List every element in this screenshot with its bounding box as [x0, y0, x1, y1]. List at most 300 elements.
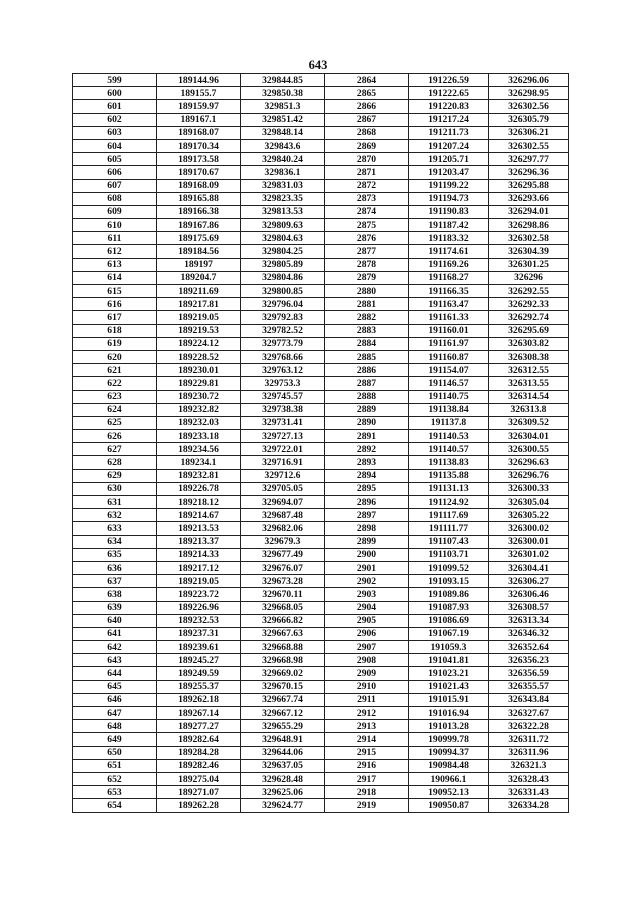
y-coordinate-right: 326304.39 — [489, 245, 569, 258]
x-coordinate-right: 191138.84 — [409, 403, 489, 416]
point-id-right: 2919 — [325, 799, 409, 812]
y-coordinate-right: 326296 — [489, 271, 569, 284]
table-row — [73, 522, 569, 535]
y-coordinate-right: 326313.8 — [489, 403, 569, 416]
x-coordinate-left: 189217.81 — [157, 298, 241, 311]
table-row — [73, 469, 569, 482]
point-id-right: 2900 — [325, 548, 409, 561]
x-coordinate-left: 189213.53 — [157, 522, 241, 535]
point-id-left: 601 — [73, 100, 157, 113]
y-coordinate-left: 329667.74 — [241, 693, 325, 706]
x-coordinate-left: 189197 — [157, 258, 241, 271]
table-row — [73, 496, 569, 509]
x-coordinate-right: 190950.87 — [409, 799, 489, 812]
y-coordinate-left: 329625.06 — [241, 786, 325, 799]
table-row — [73, 772, 569, 785]
table-row — [73, 232, 569, 245]
point-id-right: 2893 — [325, 456, 409, 469]
x-coordinate-left: 189232.82 — [157, 403, 241, 416]
y-coordinate-left: 329800.85 — [241, 285, 325, 298]
x-coordinate-left: 189226.96 — [157, 601, 241, 614]
x-coordinate-left: 189233.18 — [157, 430, 241, 443]
point-id-left: 636 — [73, 561, 157, 574]
x-coordinate-right: 191093.15 — [409, 575, 489, 588]
table-row — [73, 219, 569, 232]
y-coordinate-right: 326305.22 — [489, 509, 569, 522]
x-coordinate-right: 191016.94 — [409, 707, 489, 720]
x-coordinate-right: 191199.22 — [409, 179, 489, 192]
point-id-right: 2907 — [325, 641, 409, 654]
point-id-left: 650 — [73, 746, 157, 759]
point-id-left: 653 — [73, 786, 157, 799]
y-coordinate-left: 329850.38 — [241, 87, 325, 100]
x-coordinate-left: 189167.86 — [157, 219, 241, 232]
point-id-right: 2873 — [325, 192, 409, 205]
table-row — [73, 654, 569, 667]
x-coordinate-left: 189267.14 — [157, 707, 241, 720]
y-coordinate-left: 329667.63 — [241, 627, 325, 640]
table-row — [73, 693, 569, 706]
x-coordinate-left: 189211.69 — [157, 285, 241, 298]
y-coordinate-left: 329804.25 — [241, 245, 325, 258]
point-id-left: 605 — [73, 153, 157, 166]
x-coordinate-right: 190952.13 — [409, 786, 489, 799]
x-coordinate-right: 191015.91 — [409, 693, 489, 706]
x-coordinate-right: 191207.24 — [409, 139, 489, 152]
y-coordinate-right: 326305.79 — [489, 113, 569, 126]
point-id-left: 624 — [73, 403, 157, 416]
y-coordinate-right: 326313.55 — [489, 377, 569, 390]
x-coordinate-left: 189224.12 — [157, 337, 241, 350]
y-coordinate-right: 326295.88 — [489, 179, 569, 192]
table-row — [73, 614, 569, 627]
x-coordinate-right: 191168.27 — [409, 271, 489, 284]
point-id-right: 2885 — [325, 350, 409, 363]
point-id-right: 2875 — [325, 219, 409, 232]
point-id-left: 639 — [73, 601, 157, 614]
x-coordinate-right: 191160.01 — [409, 324, 489, 337]
y-coordinate-right: 326302.58 — [489, 232, 569, 245]
point-id-right: 2905 — [325, 614, 409, 627]
y-coordinate-right: 326306.27 — [489, 575, 569, 588]
y-coordinate-left: 329851.3 — [241, 100, 325, 113]
x-coordinate-right: 191211.73 — [409, 126, 489, 139]
y-coordinate-right: 326294.01 — [489, 205, 569, 218]
point-id-right: 2909 — [325, 667, 409, 680]
y-coordinate-right: 326303.82 — [489, 337, 569, 350]
x-coordinate-right: 191059.3 — [409, 641, 489, 654]
point-id-right: 2915 — [325, 746, 409, 759]
y-coordinate-right: 326302.56 — [489, 100, 569, 113]
x-coordinate-left: 189167.1 — [157, 113, 241, 126]
x-coordinate-right: 190994.37 — [409, 746, 489, 759]
point-id-left: 647 — [73, 707, 157, 720]
point-id-left: 611 — [73, 232, 157, 245]
y-coordinate-right: 326306.46 — [489, 588, 569, 601]
x-coordinate-right: 191140.57 — [409, 443, 489, 456]
y-coordinate-left: 329738.38 — [241, 403, 325, 416]
y-coordinate-left: 329831.03 — [241, 179, 325, 192]
y-coordinate-left: 329796.04 — [241, 298, 325, 311]
x-coordinate-left: 189170.34 — [157, 139, 241, 152]
x-coordinate-right: 191154.07 — [409, 364, 489, 377]
point-id-right: 2895 — [325, 482, 409, 495]
y-coordinate-right: 326296.06 — [489, 74, 569, 87]
point-id-left: 644 — [73, 667, 157, 680]
point-id-right: 2871 — [325, 166, 409, 179]
point-id-left: 621 — [73, 364, 157, 377]
x-coordinate-right: 191187.42 — [409, 219, 489, 232]
point-id-left: 651 — [73, 759, 157, 772]
x-coordinate-right: 191174.61 — [409, 245, 489, 258]
x-coordinate-left: 189237.31 — [157, 627, 241, 640]
table-row — [73, 350, 569, 363]
y-coordinate-left: 329677.49 — [241, 548, 325, 561]
y-coordinate-left: 329624.77 — [241, 799, 325, 812]
point-id-right: 2897 — [325, 509, 409, 522]
point-id-left: 613 — [73, 258, 157, 271]
table-row — [73, 759, 569, 772]
y-coordinate-left: 329809.63 — [241, 219, 325, 232]
y-coordinate-right: 326308.38 — [489, 350, 569, 363]
point-id-left: 637 — [73, 575, 157, 588]
coordinates-table-body — [73, 74, 569, 813]
y-coordinate-right: 326300.55 — [489, 443, 569, 456]
y-coordinate-left: 329722.01 — [241, 443, 325, 456]
table-row — [73, 377, 569, 390]
y-coordinate-left: 329716.91 — [241, 456, 325, 469]
y-coordinate-left: 329836.1 — [241, 166, 325, 179]
y-coordinate-left: 329705.05 — [241, 482, 325, 495]
x-coordinate-right: 191117.69 — [409, 509, 489, 522]
table-row — [73, 139, 569, 152]
table-row — [73, 588, 569, 601]
x-coordinate-left: 189219.05 — [157, 575, 241, 588]
point-id-left: 623 — [73, 390, 157, 403]
y-coordinate-left: 329666.82 — [241, 614, 325, 627]
point-id-left: 628 — [73, 456, 157, 469]
y-coordinate-left: 329840.24 — [241, 153, 325, 166]
y-coordinate-right: 326304.41 — [489, 561, 569, 574]
x-coordinate-right: 191146.57 — [409, 377, 489, 390]
point-id-left: 654 — [73, 799, 157, 812]
x-coordinate-left: 189214.67 — [157, 509, 241, 522]
y-coordinate-right: 326346.32 — [489, 627, 569, 640]
point-id-right: 2864 — [325, 74, 409, 87]
y-coordinate-left: 329804.63 — [241, 232, 325, 245]
x-coordinate-left: 189230.72 — [157, 390, 241, 403]
table-row — [73, 482, 569, 495]
x-coordinate-left: 189165.88 — [157, 192, 241, 205]
y-coordinate-left: 329805.89 — [241, 258, 325, 271]
point-id-left: 606 — [73, 166, 157, 179]
y-coordinate-right: 326343.84 — [489, 693, 569, 706]
point-id-left: 622 — [73, 377, 157, 390]
point-id-left: 631 — [73, 496, 157, 509]
table-row — [73, 126, 569, 139]
y-coordinate-left: 329768.66 — [241, 350, 325, 363]
point-id-right: 2866 — [325, 100, 409, 113]
x-coordinate-right: 191137.8 — [409, 416, 489, 429]
table-row — [73, 192, 569, 205]
table-row — [73, 799, 569, 812]
y-coordinate-right: 326306.21 — [489, 126, 569, 139]
point-id-right: 2879 — [325, 271, 409, 284]
x-coordinate-left: 189219.05 — [157, 311, 241, 324]
x-coordinate-right: 191138.83 — [409, 456, 489, 469]
point-id-right: 2906 — [325, 627, 409, 640]
y-coordinate-left: 329637.05 — [241, 759, 325, 772]
point-id-left: 632 — [73, 509, 157, 522]
table-row — [73, 113, 569, 126]
y-coordinate-right: 326296.63 — [489, 456, 569, 469]
x-coordinate-left: 189262.28 — [157, 799, 241, 812]
point-id-left: 652 — [73, 772, 157, 785]
point-id-right: 2898 — [325, 522, 409, 535]
x-coordinate-left: 189249.59 — [157, 667, 241, 680]
x-coordinate-left: 189213.37 — [157, 535, 241, 548]
y-coordinate-left: 329727.13 — [241, 430, 325, 443]
x-coordinate-left: 189234.1 — [157, 456, 241, 469]
table-row — [73, 337, 569, 350]
point-id-left: 604 — [73, 139, 157, 152]
y-coordinate-left: 329687.48 — [241, 509, 325, 522]
y-coordinate-left: 329782.52 — [241, 324, 325, 337]
x-coordinate-left: 189173.58 — [157, 153, 241, 166]
table-row — [73, 416, 569, 429]
y-coordinate-right: 326298.95 — [489, 87, 569, 100]
table-row — [73, 535, 569, 548]
x-coordinate-left: 189232.81 — [157, 469, 241, 482]
table-row — [73, 509, 569, 522]
x-coordinate-left: 189229.81 — [157, 377, 241, 390]
point-id-left: 640 — [73, 614, 157, 627]
x-coordinate-right: 190984.48 — [409, 759, 489, 772]
table-row — [73, 443, 569, 456]
y-coordinate-left: 329668.98 — [241, 654, 325, 667]
x-coordinate-left: 189262.18 — [157, 693, 241, 706]
point-id-right: 2874 — [325, 205, 409, 218]
table-row — [73, 680, 569, 693]
point-id-left: 599 — [73, 74, 157, 87]
table-row — [73, 205, 569, 218]
x-coordinate-right: 191140.75 — [409, 390, 489, 403]
point-id-right: 2910 — [325, 680, 409, 693]
table-row — [73, 271, 569, 284]
point-id-left: 603 — [73, 126, 157, 139]
table-row — [73, 720, 569, 733]
y-coordinate-left: 329851.42 — [241, 113, 325, 126]
y-coordinate-left: 329792.83 — [241, 311, 325, 324]
point-id-left: 600 — [73, 87, 157, 100]
x-coordinate-right: 191161.33 — [409, 311, 489, 324]
point-id-right: 2883 — [325, 324, 409, 337]
y-coordinate-left: 329813.53 — [241, 205, 325, 218]
x-coordinate-left: 189184.56 — [157, 245, 241, 258]
y-coordinate-right: 326331.43 — [489, 786, 569, 799]
table-row — [73, 245, 569, 258]
y-coordinate-left: 329668.88 — [241, 641, 325, 654]
x-coordinate-left: 189282.46 — [157, 759, 241, 772]
y-coordinate-left: 329670.11 — [241, 588, 325, 601]
point-id-right: 2899 — [325, 535, 409, 548]
y-coordinate-left: 329655.29 — [241, 720, 325, 733]
point-id-left: 609 — [73, 205, 157, 218]
x-coordinate-left: 189166.38 — [157, 205, 241, 218]
x-coordinate-left: 189275.04 — [157, 772, 241, 785]
table-row — [73, 179, 569, 192]
y-coordinate-left: 329804.86 — [241, 271, 325, 284]
x-coordinate-left: 189232.53 — [157, 614, 241, 627]
point-id-right: 2917 — [325, 772, 409, 785]
table-row — [73, 548, 569, 561]
y-coordinate-right: 326321.3 — [489, 759, 569, 772]
x-coordinate-right: 191086.69 — [409, 614, 489, 627]
x-coordinate-left: 189204.7 — [157, 271, 241, 284]
y-coordinate-right: 326355.57 — [489, 680, 569, 693]
x-coordinate-left: 189219.53 — [157, 324, 241, 337]
y-coordinate-right: 326309.52 — [489, 416, 569, 429]
point-id-right: 2912 — [325, 707, 409, 720]
x-coordinate-left: 189159.97 — [157, 100, 241, 113]
x-coordinate-right: 190999.78 — [409, 733, 489, 746]
coordinates-table — [72, 73, 569, 813]
point-id-right: 2886 — [325, 364, 409, 377]
x-coordinate-left: 189170.67 — [157, 166, 241, 179]
table-row — [73, 258, 569, 271]
point-id-left: 612 — [73, 245, 157, 258]
x-coordinate-right: 191203.47 — [409, 166, 489, 179]
y-coordinate-left: 329753.3 — [241, 377, 325, 390]
y-coordinate-right: 326327.67 — [489, 707, 569, 720]
point-id-left: 648 — [73, 720, 157, 733]
y-coordinate-right: 326328.43 — [489, 772, 569, 785]
y-coordinate-right: 326300.33 — [489, 482, 569, 495]
table-row — [73, 364, 569, 377]
x-coordinate-left: 189228.52 — [157, 350, 241, 363]
y-coordinate-right: 326292.55 — [489, 285, 569, 298]
table-row — [73, 561, 569, 574]
table-row — [73, 786, 569, 799]
point-id-left: 641 — [73, 627, 157, 640]
y-coordinate-right: 326301.02 — [489, 548, 569, 561]
table-row — [73, 390, 569, 403]
point-id-right: 2911 — [325, 693, 409, 706]
y-coordinate-left: 329763.12 — [241, 364, 325, 377]
y-coordinate-right: 326292.74 — [489, 311, 569, 324]
point-id-right: 2870 — [325, 153, 409, 166]
table-row — [73, 87, 569, 100]
table-row — [73, 456, 569, 469]
table-row — [73, 733, 569, 746]
point-id-right: 2889 — [325, 403, 409, 416]
table-row — [73, 575, 569, 588]
y-coordinate-left: 329644.06 — [241, 746, 325, 759]
point-id-left: 642 — [73, 641, 157, 654]
table-row — [73, 153, 569, 166]
point-id-right: 2869 — [325, 139, 409, 152]
y-coordinate-right: 326300.02 — [489, 522, 569, 535]
point-id-left: 615 — [73, 285, 157, 298]
table-row — [73, 667, 569, 680]
y-coordinate-right: 326313.34 — [489, 614, 569, 627]
x-coordinate-left: 189271.07 — [157, 786, 241, 799]
table-row — [73, 627, 569, 640]
y-coordinate-right: 326356.59 — [489, 667, 569, 680]
page-number: 643 — [308, 58, 328, 72]
point-id-right: 2877 — [325, 245, 409, 258]
point-id-left: 626 — [73, 430, 157, 443]
y-coordinate-right: 326305.04 — [489, 496, 569, 509]
point-id-left: 620 — [73, 350, 157, 363]
point-id-right: 2880 — [325, 285, 409, 298]
point-id-right: 2867 — [325, 113, 409, 126]
x-coordinate-left: 189144.96 — [157, 74, 241, 87]
y-coordinate-right: 326352.64 — [489, 641, 569, 654]
x-coordinate-left: 189277.27 — [157, 720, 241, 733]
y-coordinate-left: 329648.91 — [241, 733, 325, 746]
table-row — [73, 74, 569, 87]
x-coordinate-left: 189223.72 — [157, 588, 241, 601]
x-coordinate-left: 189284.28 — [157, 746, 241, 759]
y-coordinate-right: 326301.25 — [489, 258, 569, 271]
x-coordinate-left: 189214.33 — [157, 548, 241, 561]
point-id-left: 616 — [73, 298, 157, 311]
point-id-right: 2884 — [325, 337, 409, 350]
point-id-left: 643 — [73, 654, 157, 667]
point-id-left: 608 — [73, 192, 157, 205]
y-coordinate-right: 326293.66 — [489, 192, 569, 205]
point-id-left: 645 — [73, 680, 157, 693]
table-row — [73, 601, 569, 614]
y-coordinate-left: 329667.12 — [241, 707, 325, 720]
point-id-right: 2916 — [325, 759, 409, 772]
point-id-right: 2888 — [325, 390, 409, 403]
point-id-left: 625 — [73, 416, 157, 429]
x-coordinate-right: 191131.13 — [409, 482, 489, 495]
point-id-right: 2903 — [325, 588, 409, 601]
point-id-right: 2887 — [325, 377, 409, 390]
y-coordinate-right: 326311.96 — [489, 746, 569, 759]
y-coordinate-right: 326356.23 — [489, 654, 569, 667]
point-id-right: 2881 — [325, 298, 409, 311]
x-coordinate-right: 191023.21 — [409, 667, 489, 680]
table-row — [73, 707, 569, 720]
x-coordinate-left: 189245.27 — [157, 654, 241, 667]
point-id-left: 602 — [73, 113, 157, 126]
y-coordinate-right: 326304.01 — [489, 430, 569, 443]
x-coordinate-right: 191087.93 — [409, 601, 489, 614]
x-coordinate-right: 191107.43 — [409, 535, 489, 548]
table-row — [73, 746, 569, 759]
point-id-right: 2878 — [325, 258, 409, 271]
point-id-left: 618 — [73, 324, 157, 337]
x-coordinate-left: 189155.7 — [157, 87, 241, 100]
point-id-right: 2872 — [325, 179, 409, 192]
y-coordinate-left: 329731.41 — [241, 416, 325, 429]
x-coordinate-left: 189218.12 — [157, 496, 241, 509]
x-coordinate-right: 191041.81 — [409, 654, 489, 667]
point-id-left: 646 — [73, 693, 157, 706]
y-coordinate-left: 329669.02 — [241, 667, 325, 680]
x-coordinate-right: 191067.19 — [409, 627, 489, 640]
y-coordinate-right: 326298.86 — [489, 219, 569, 232]
x-coordinate-left: 189168.09 — [157, 179, 241, 192]
y-coordinate-left: 329682.06 — [241, 522, 325, 535]
y-coordinate-left: 329628.48 — [241, 772, 325, 785]
point-id-right: 2904 — [325, 601, 409, 614]
point-id-left: 614 — [73, 271, 157, 284]
